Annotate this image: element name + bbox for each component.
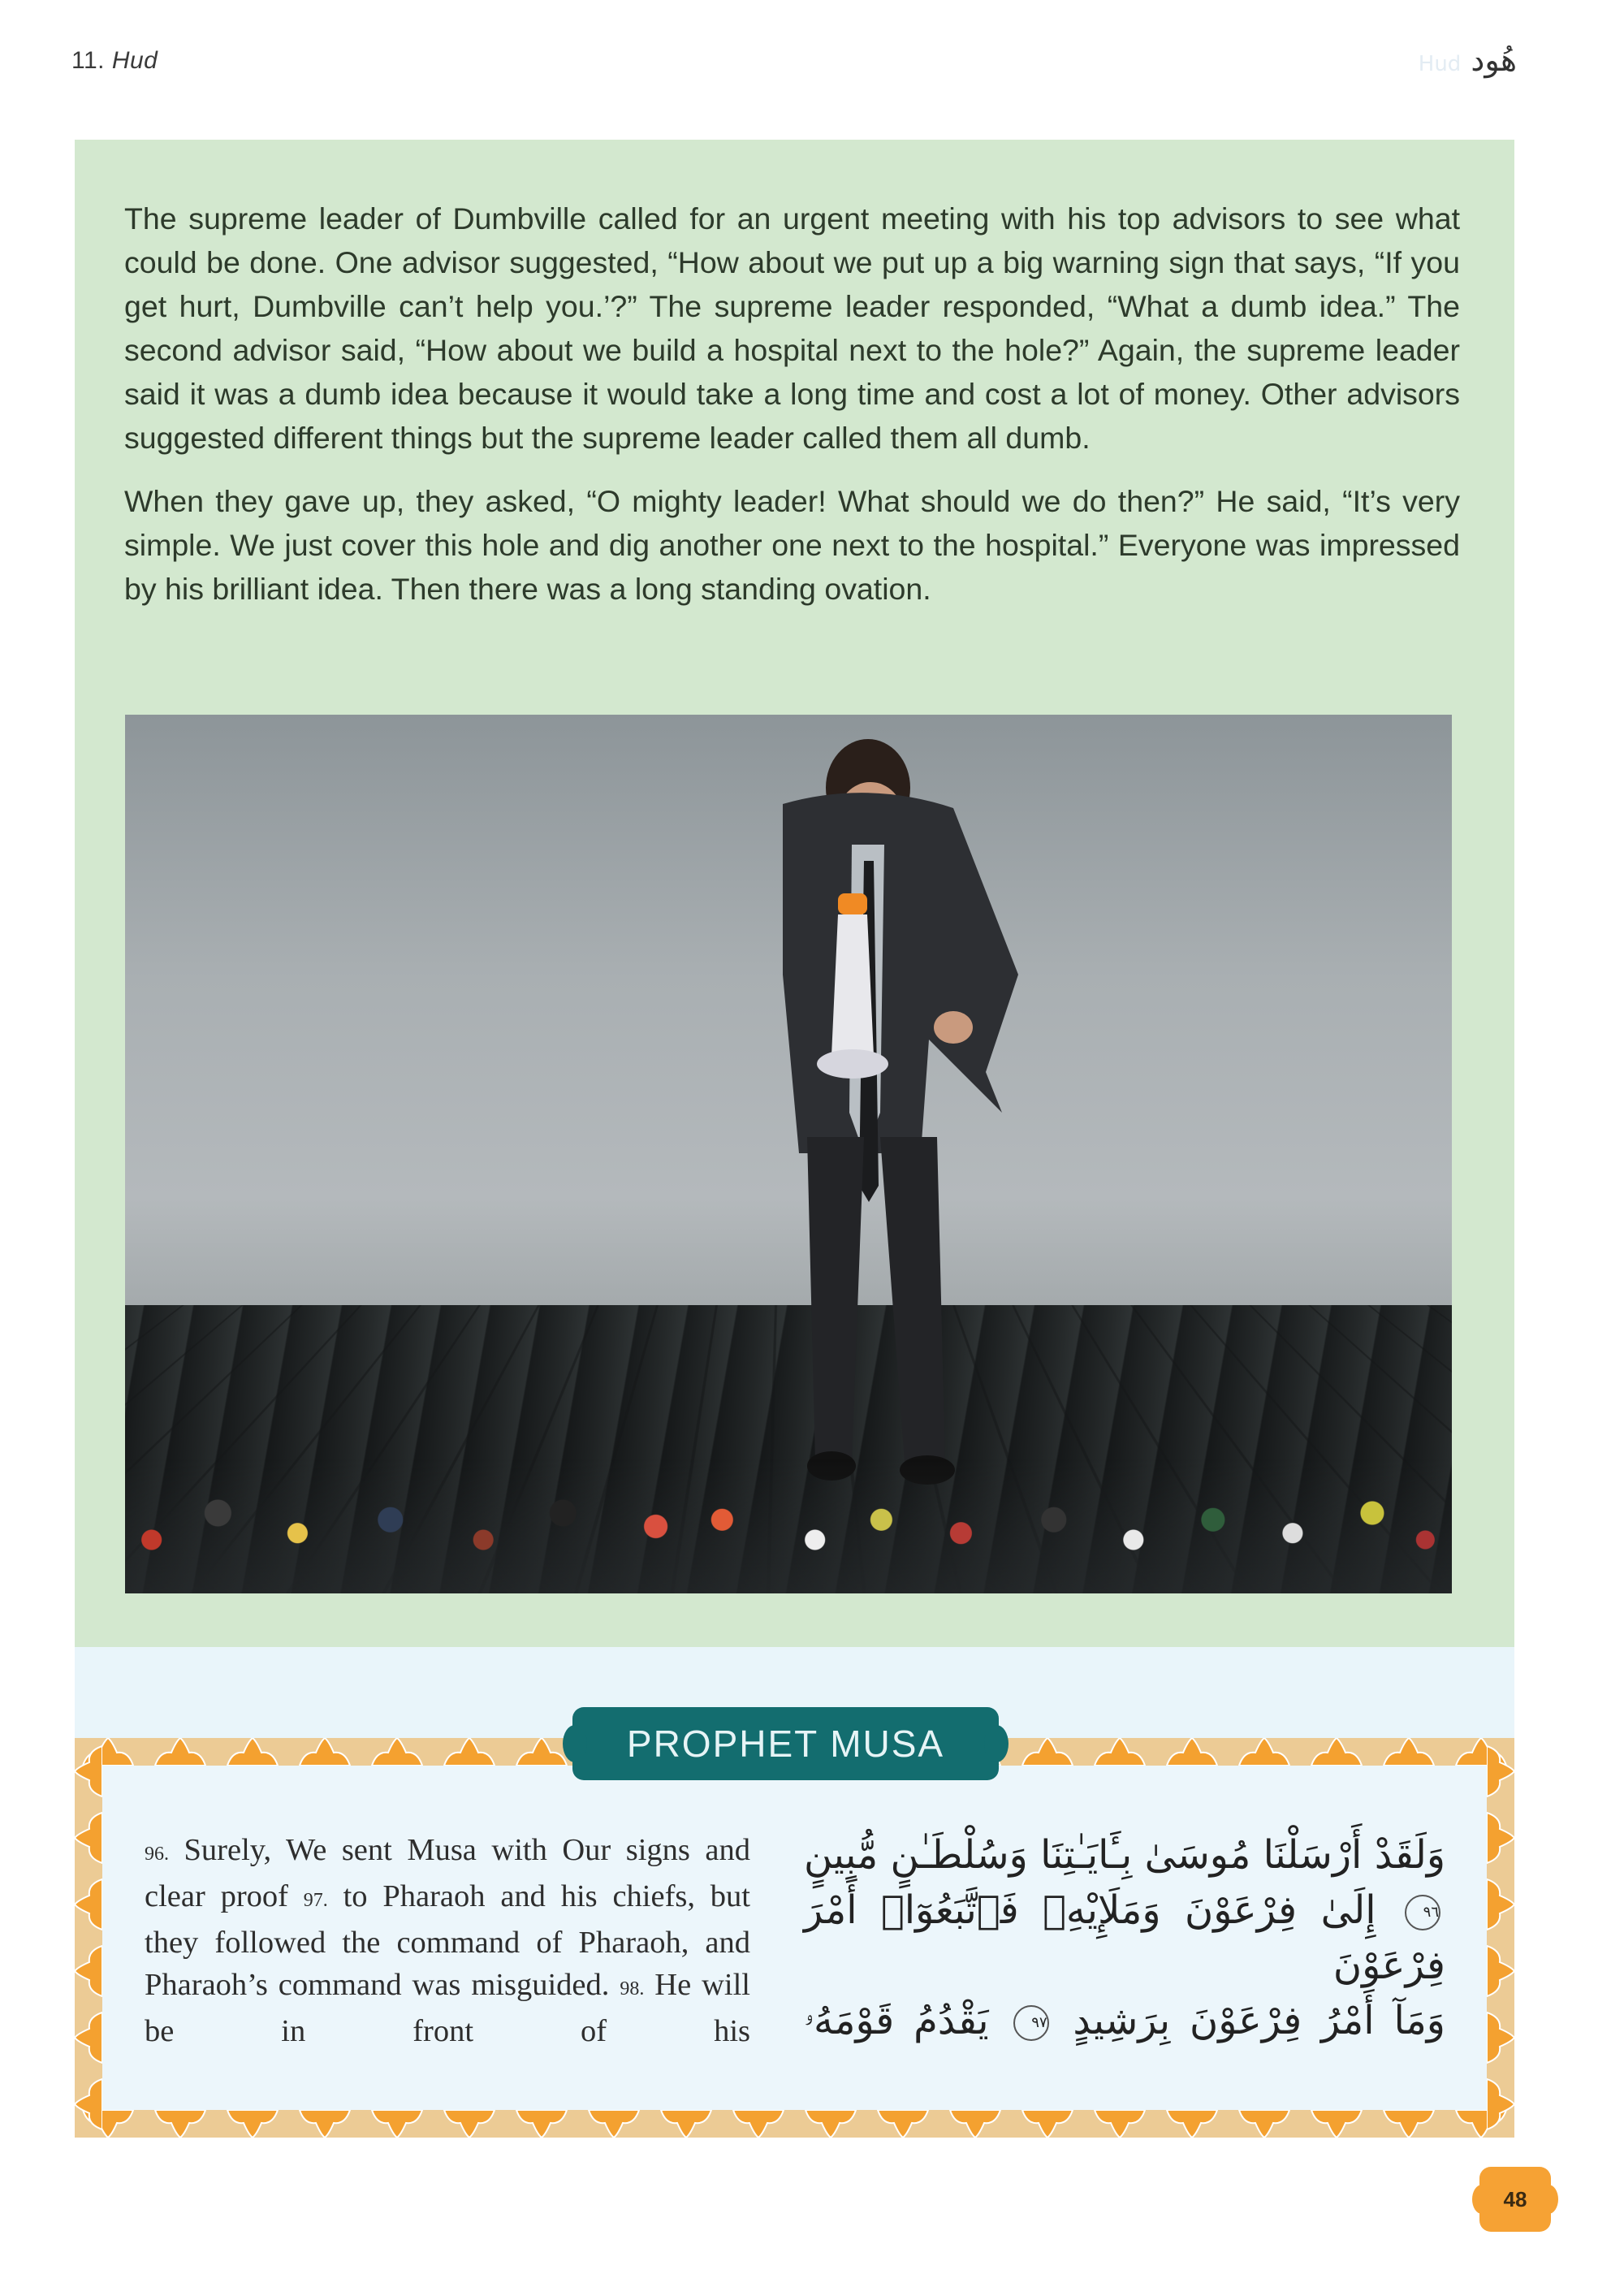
arabic-line: إِلَىٰ فِرْعَوْنَ وَمَلَإِيْهِۦ فَٱتَّبَعُوٓا۟ أَمْرَ فِرْعَوْنَ [804,1887,1445,1988]
arabic-chapter-header [1415,42,1517,78]
ornate-border-right [1487,1738,1514,2138]
verse-translation [145,1829,750,2052]
crowd-of-people [125,1459,1452,1593]
verse-text: Surely, We sent Musa with Our signs and clear proof [145,1833,751,1913]
petal-icon [153,2110,207,2138]
petal-icon [75,2011,102,2064]
chapter-name: Hud [111,47,158,74]
petal-icon [1165,2110,1219,2138]
petal-icon [1093,2110,1147,2138]
ghost-chapter-label: Hud [1418,52,1462,76]
petal-icon [1487,2011,1514,2064]
petal-icon [226,2110,279,2138]
arabic-line-3 [804,1993,1445,2048]
petal-icon [1021,1738,1074,1766]
petal-icon [948,2110,1002,2138]
story-illustration [125,715,1452,1593]
ornate-border-left [75,1738,102,2138]
verse-number: 98. [620,1978,645,1999]
petal-icon [443,1738,496,1766]
petal-icon [1237,2110,1291,2138]
section-title: PROPHET MUSA [626,1723,945,1765]
petal-icon [1487,1878,1514,1931]
arabic-chapter-title: هُود [1471,42,1517,78]
petal-icon [75,1878,102,1931]
petal-icon [75,1744,102,1798]
petal-icon [226,1738,279,1766]
page-number-badge [1479,2167,1551,2232]
arabic-verses [804,1827,1445,2048]
petal-icon [1487,1744,1514,1798]
petal-icon [75,1811,102,1865]
petal-icon [587,2110,641,2138]
petal-icon [1487,1944,1514,1998]
petal-icon [515,1738,568,1766]
petal-icon [153,1738,207,1766]
story-text [124,197,1460,630]
section-title-badge [572,1707,999,1780]
petal-icon [298,1738,352,1766]
chapter-number: 11. [71,47,105,74]
petal-icon [1382,1738,1436,1766]
petal-icon [1093,1738,1147,1766]
petal-icon [659,2110,713,2138]
verse-number: 97. [303,1890,328,1911]
businessman-figure [661,731,1083,1511]
ayah-marker-icon: ٩٦ [1405,1895,1440,1930]
petal-icon [443,2110,496,2138]
page-number: 48 [1503,2186,1527,2211]
verse-text: He will be in front of his [145,1968,750,2048]
petal-icon [1310,1738,1363,1766]
petal-icon [876,2110,930,2138]
ornate-border-bottom [75,2110,1514,2138]
petal-icon [370,2110,424,2138]
petal-icon [1237,1738,1291,1766]
verse-number: 96. [145,1844,169,1865]
petal-icon [75,1944,102,1998]
petal-icon [1487,2077,1514,2131]
chapter-header [71,47,158,75]
petal-icon [75,2077,102,2131]
story-paragraph-1: The supreme leader of Dumbville called for an urgent meeting with his top advisors to see what could be done. One advisor suggested, “How about we put up a big warning sign that says, “If you get hurt, Dumbville can’t help you.’?” The supreme leader responded, “What a dumb idea.” The second advisor said, “How about we build a hospital next to the hole?” Again, the supreme leader said it was a dumb idea because it would take a long time and cost a lot of money. Other advisors suggested different things but the supreme leader called them all dumb. [124,201,1460,455]
petal-icon [804,2110,857,2138]
arabic-line: يَقْدُمُ قَوْمَهُۥ [804,1998,989,2043]
petal-icon [732,2110,785,2138]
arabic-line: وَلَقَدْ أَرْسَلْنَا مُوسَىٰ بِـَٔايَـٰتِنَا وَسُلْطَـٰنٍ مُّبِينٍ [804,1832,1445,1878]
petal-icon [1021,2110,1074,2138]
petal-icon [1382,2110,1436,2138]
petal-icon [1487,1811,1514,1865]
arabic-line: وَمَآ أَمْرُ فِرْعَوْنَ بِرَشِيدٍ [1073,1998,1445,2043]
ayah-marker-icon: ٩٧ [1013,2005,1049,2041]
petal-icon [298,2110,352,2138]
petal-icon [515,2110,568,2138]
story-paragraph-2: When they gave up, they asked, “O mighty leader! What should we do then?” He said, “It’s very simple. We just cover this hole and dig another one next to the hospital.” Everyone was impressed by his brilliant idea. Then there was a long standing ovation. [124,484,1460,606]
petal-icon [370,1738,424,1766]
petal-icon [1165,1738,1219,1766]
arabic-line-2 [804,1883,1445,1993]
petal-icon [1310,2110,1363,2138]
verse-text: to Pharaoh and his chiefs, but they followed the command of Pharaoh, and Pharaoh’s command was misguided. [145,1879,751,2002]
